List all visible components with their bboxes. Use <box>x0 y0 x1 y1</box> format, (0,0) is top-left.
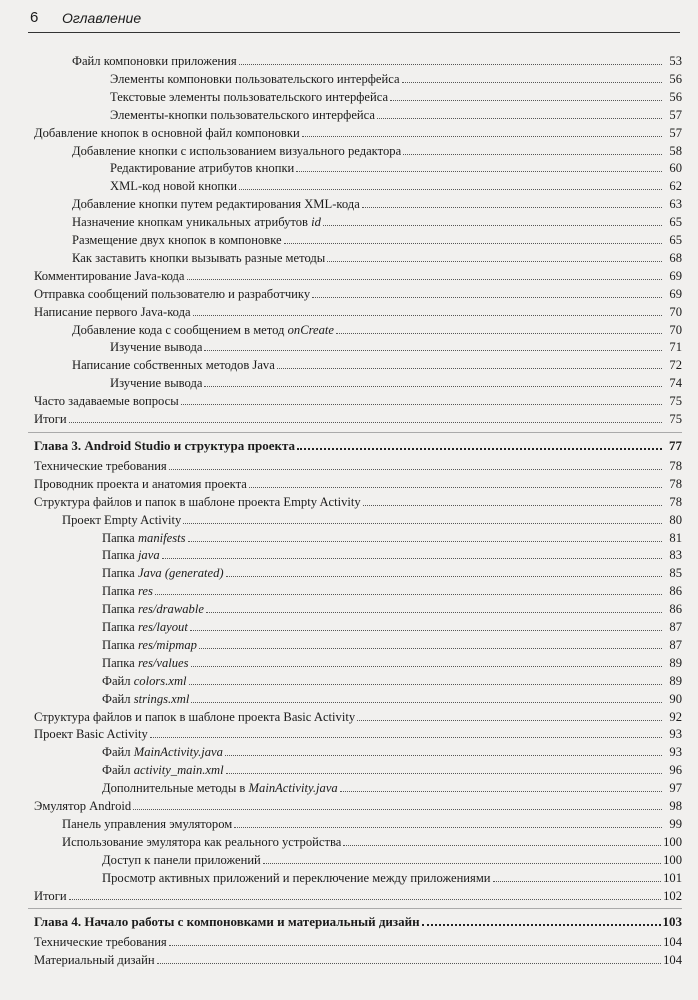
toc-entry-title <box>110 178 237 195</box>
toc-entry <box>34 267 682 284</box>
toc-entry-title <box>34 304 191 321</box>
leader-dots <box>312 285 662 298</box>
toc-page-number: 62 <box>669 179 682 194</box>
leader-dots <box>343 833 661 846</box>
leader-dots <box>69 887 661 900</box>
toc-entry <box>34 457 682 474</box>
toc-entry-text: Проект Empty Activity <box>62 512 182 527</box>
toc-entry-text: Назначение кнопкам уникальных атрибутов <box>72 215 312 230</box>
leader-dots <box>362 195 662 208</box>
toc-entry-title <box>34 268 185 285</box>
leader-dots <box>363 493 662 506</box>
toc-entry <box>102 743 682 760</box>
toc-entry-text: Написание собственных методов Java <box>72 358 275 373</box>
toc-entry <box>102 690 682 707</box>
toc-page-number: 74 <box>669 376 682 391</box>
toc-entry-text: Элементы компоновки пользовательского интерфейса <box>110 71 400 86</box>
toc-entry-title <box>102 870 491 887</box>
toc-entry-title <box>34 934 167 951</box>
toc-entry-text: Папка <box>102 530 138 545</box>
toc-entry-title <box>110 375 202 392</box>
leader-dots <box>190 618 662 631</box>
leader-dots <box>183 511 662 524</box>
toc-entry-text: Дополнительные методы в <box>102 781 249 796</box>
leader-dots <box>390 88 662 101</box>
toc-entry-title <box>102 547 160 564</box>
toc-entry-text: Редактирование атрибутов кнопки <box>110 161 295 176</box>
toc-entry-title <box>62 512 181 529</box>
toc-entry-title <box>34 437 295 454</box>
leader-dots <box>493 869 662 882</box>
leader-dots <box>302 124 662 137</box>
toc-entry-text: Добавление кнопки путем редактирования XML-кода <box>72 197 360 212</box>
toc-entry-italic: manifests <box>137 530 186 545</box>
toc-entry <box>102 546 682 563</box>
chapter-separator <box>28 908 682 909</box>
leader-dots <box>323 213 662 226</box>
toc-page-number: 78 <box>669 494 682 509</box>
toc-entry-title <box>72 53 237 70</box>
leader-dots <box>249 475 662 488</box>
toc-entry-italic: activity_main.xml <box>133 763 224 778</box>
toc-entry <box>62 833 682 850</box>
toc-entry-text: Файл компоновки приложения <box>72 54 237 68</box>
toc-entry <box>72 213 682 230</box>
toc-entry-title <box>110 107 375 124</box>
leader-dots <box>193 303 662 316</box>
leader-dots <box>226 761 662 774</box>
toc-entry-text: Элементы-кнопки пользовательского интерфейса <box>110 107 375 122</box>
toc-page-number: 89 <box>669 655 682 670</box>
toc-entry-italic: res/mipmap <box>137 637 197 652</box>
toc-entry-title <box>110 160 294 177</box>
toc-entry <box>110 374 682 391</box>
chapter-separator <box>28 432 682 433</box>
toc-entry-title <box>72 214 321 231</box>
toc-entry-text: Добавление кода с сообщением в метод <box>72 322 288 337</box>
toc-entry-italic: colors.xml <box>133 673 187 688</box>
toc-page-number: 102 <box>663 888 682 903</box>
toc-page-number: 69 <box>669 286 682 301</box>
leader-dots <box>169 933 661 946</box>
leader-dots <box>357 708 662 721</box>
toc-entry <box>62 815 682 832</box>
toc-entry-italic: res/drawable <box>137 602 204 617</box>
toc-entry <box>102 779 682 796</box>
toc-entry-italic: MainActivity.java <box>133 745 223 760</box>
toc-entry-title <box>34 798 131 815</box>
toc-entry-italic: res/values <box>137 655 189 670</box>
toc-entry-title <box>34 888 67 905</box>
toc-entry-title <box>72 196 360 213</box>
leader-dots <box>239 52 662 65</box>
page-number: 6 <box>30 9 39 26</box>
leader-dots <box>226 564 662 577</box>
toc-entry-italic: id <box>311 215 321 230</box>
toc-entry <box>72 195 682 212</box>
toc-entry-italic: MainActivity.java <box>248 781 338 796</box>
toc-page-number: 78 <box>669 476 682 491</box>
toc-entry-text: Файл <box>102 691 134 706</box>
toc-entry <box>110 106 682 123</box>
leader-dots <box>327 249 662 262</box>
leader-dots <box>188 529 662 542</box>
toc-entry-title <box>34 494 361 511</box>
toc-entry <box>34 410 682 427</box>
toc-page-number: 98 <box>669 799 682 813</box>
toc-entry-title <box>102 565 224 582</box>
toc-page-number: 103 <box>662 914 682 930</box>
toc-page-number: 70 <box>669 322 682 337</box>
toc-page-number: 85 <box>669 566 682 581</box>
toc-entry-italic: java <box>137 548 160 563</box>
toc-entry-text: Папка <box>102 566 138 581</box>
leader-dots <box>239 177 662 190</box>
leader-dots <box>297 436 662 450</box>
leader-dots <box>169 457 662 470</box>
toc-entry <box>102 600 682 617</box>
toc-page-number: 53 <box>669 54 682 68</box>
toc-entry-text: Размещение двух кнопок в компоновке <box>72 233 282 247</box>
toc-page-number: 68 <box>669 250 682 265</box>
leader-dots <box>155 582 662 595</box>
toc-page-number: 89 <box>669 673 682 688</box>
toc-entry-title <box>34 125 300 142</box>
toc-entry-text: Файл <box>102 763 134 778</box>
toc-entry-title <box>34 726 148 743</box>
toc-entry-text: Текстовые элементы пользовательского интерфейса <box>110 89 389 104</box>
page-header <box>28 6 680 33</box>
toc-entry-text: Доступ к панели приложений <box>102 852 261 867</box>
leader-dots <box>263 851 661 864</box>
leader-dots <box>187 267 662 280</box>
header-title: Оглавление <box>62 10 142 26</box>
toc-entry-italic: Java (generated) <box>137 566 224 581</box>
leader-dots <box>284 231 662 244</box>
toc-entry-text: Эмулятор Android <box>34 799 132 813</box>
toc-entry-text: Изучение вывода <box>110 340 203 355</box>
toc-page-number: 75 <box>669 412 682 426</box>
toc-entry-text: Материальный дизайн <box>34 953 155 968</box>
leader-dots <box>277 356 662 369</box>
toc-page-number: 104 <box>663 935 682 950</box>
toc-entry <box>102 672 682 689</box>
toc-entry <box>72 52 682 69</box>
toc-entry-title <box>72 357 275 374</box>
leader-dots <box>191 654 662 667</box>
toc-page-number: 65 <box>669 215 682 230</box>
toc-entry-text: Папка <box>102 602 138 617</box>
toc-entry-text: Глава 3. Android Studio и структура проекта <box>34 437 296 453</box>
toc-entry-text: Технические требования <box>34 935 167 950</box>
toc-entry-title <box>102 601 204 618</box>
toc-entry <box>72 356 682 373</box>
toc-entry-title <box>102 852 261 869</box>
toc-entry <box>34 797 682 814</box>
toc-entry-text: Структура файлов и папок в шаблоне проекта Empty Activity <box>34 494 361 509</box>
toc-entry <box>34 708 682 725</box>
toc-entry-title <box>34 709 355 726</box>
toc-entry-italic: res <box>137 584 153 599</box>
toc-entry-title <box>62 816 232 833</box>
toc-page-number: 99 <box>669 816 682 831</box>
toc-entry <box>34 493 682 510</box>
toc-entry-text: Изучение вывода <box>110 376 203 391</box>
toc-page-number: 104 <box>663 953 682 968</box>
toc-entry <box>34 124 682 141</box>
toc-entry-italic: strings.xml <box>133 691 190 706</box>
toc-page-number: 86 <box>669 602 682 617</box>
toc-entry-title <box>72 143 401 160</box>
toc-page-number: 71 <box>669 340 682 355</box>
toc-entry-title <box>110 339 202 356</box>
toc-entry <box>34 725 682 742</box>
leader-dots <box>181 392 662 405</box>
toc-entry-text: Файл <box>102 745 134 760</box>
toc-entry-title <box>110 71 400 88</box>
toc-entry <box>102 582 682 599</box>
toc-entry <box>34 392 682 409</box>
toc-page-number: 97 <box>669 781 682 796</box>
toc-entry-text: Технические требования <box>34 458 167 473</box>
leader-dots <box>199 636 662 649</box>
toc-entry-title <box>34 286 310 303</box>
toc-entry-title <box>62 834 341 851</box>
toc-entry-text: Комментирование Java-кода <box>34 268 185 283</box>
leader-dots <box>234 815 662 828</box>
toc-chapter-row <box>34 912 682 929</box>
toc-entry-text: Итоги <box>34 412 67 426</box>
leader-dots <box>225 743 662 756</box>
toc-entry <box>102 869 682 886</box>
leader-dots <box>340 779 662 792</box>
toc-entry <box>62 511 682 528</box>
toc-entry-text: Папка <box>102 620 138 634</box>
toc-entry-text: Структура файлов и папок в шаблоне проекта Basic Activity <box>34 709 356 724</box>
leader-dots <box>133 797 662 810</box>
toc-page-number: 75 <box>669 394 682 409</box>
leader-dots <box>402 70 662 83</box>
toc-entry-title <box>72 322 334 339</box>
toc-page-number: 101 <box>663 870 682 885</box>
toc-entry-text: Просмотр активных приложений и переключение между приложениями <box>102 870 491 885</box>
toc-entry <box>102 654 682 671</box>
toc-page-number: 56 <box>669 89 682 104</box>
toc-page-number: 77 <box>669 437 682 453</box>
toc-entry-title <box>102 637 197 654</box>
toc-entry <box>34 285 682 302</box>
toc-entry-title <box>102 583 153 600</box>
leader-dots <box>191 690 662 703</box>
toc-entry-text: Написание первого Java-кода <box>34 304 191 319</box>
toc-entry <box>34 887 682 904</box>
toc-entry <box>102 618 682 635</box>
toc-page-number: 87 <box>669 637 682 652</box>
toc-entry-title <box>102 530 186 547</box>
toc-entry <box>110 159 682 176</box>
leader-dots <box>206 600 662 613</box>
toc-entry-text: XML-код новой кнопки <box>110 179 237 194</box>
leader-dots <box>403 142 662 155</box>
toc-page-number: 100 <box>663 834 682 849</box>
toc-page-number: 57 <box>669 107 682 122</box>
toc-entry <box>34 933 682 950</box>
toc-entry <box>72 231 682 248</box>
toc-page-number: 57 <box>669 125 682 140</box>
toc-page-number: 93 <box>669 727 682 742</box>
toc-entry-title <box>102 762 224 779</box>
toc-entry-text: Добавление кнопок в основной файл компоновки <box>34 125 300 140</box>
toc-entry-title <box>34 458 167 475</box>
toc-entry-italic: res/layout <box>137 620 188 634</box>
toc-page-number: 81 <box>669 530 682 545</box>
toc-entry <box>102 529 682 546</box>
toc-page-number: 90 <box>669 691 682 706</box>
toc-entry-title <box>102 780 338 797</box>
toc-page-number: 83 <box>669 548 682 563</box>
toc-entry <box>110 70 682 87</box>
toc-page-number: 58 <box>669 143 682 158</box>
toc-entry <box>72 321 682 338</box>
toc-entry-text: Панель управления эмулятором <box>62 816 233 831</box>
toc-entry <box>110 88 682 105</box>
toc-entry-text: Часто задаваемые вопросы <box>34 394 179 409</box>
toc-page-number: 78 <box>669 458 682 473</box>
leader-dots <box>69 410 662 423</box>
toc-entry-text: Папка <box>102 584 138 599</box>
leader-dots <box>189 672 662 685</box>
toc-entry-title <box>34 952 155 969</box>
leader-dots <box>204 338 662 351</box>
leader-dots <box>422 912 661 926</box>
toc-page-number: 56 <box>669 71 682 86</box>
toc-entry-text: Добавление кнопки с использованием визуального редактора <box>72 143 402 158</box>
leader-dots <box>162 546 662 559</box>
toc-entry-text: Как заставить кнопки вызывать разные методы <box>72 250 326 265</box>
toc-page-number: 72 <box>669 358 682 373</box>
toc-entry-text: Глава 4. Начало работы с компоновками и материальный дизайн <box>34 914 420 930</box>
toc-entry-title <box>102 691 189 708</box>
toc-page-number: 63 <box>669 197 682 212</box>
toc-entry <box>102 636 682 653</box>
toc-entry <box>34 951 682 968</box>
toc-page-number: 86 <box>669 584 682 599</box>
toc-page-number: 100 <box>663 852 682 867</box>
toc-entry <box>102 851 682 868</box>
toc-entry-text: Папка <box>102 548 138 563</box>
toc-entry-text: Итоги <box>34 888 67 903</box>
toc-page-number: 96 <box>669 763 682 778</box>
toc-page-number: 87 <box>669 620 682 634</box>
toc-entry-italic: onCreate <box>287 322 335 337</box>
toc-page-number: 92 <box>669 709 682 724</box>
toc-entry-text: Использование эмулятора как реального устройства <box>62 834 342 849</box>
toc-entry-title <box>102 744 223 761</box>
toc-entry-title <box>102 619 188 636</box>
toc-entry-title <box>34 913 420 930</box>
toc-entry <box>34 475 682 492</box>
toc-entry-title <box>102 673 187 690</box>
leader-dots <box>157 951 662 964</box>
toc-page-number: 65 <box>669 233 682 247</box>
toc-page-number: 70 <box>669 304 682 319</box>
leader-dots <box>336 321 662 334</box>
toc-page-number: 69 <box>669 268 682 283</box>
toc-entry-text: Отправка сообщений пользователю и разработчику <box>34 286 311 301</box>
toc-entry-title <box>110 89 388 106</box>
toc-page-number: 60 <box>669 161 682 176</box>
toc-entry-title <box>34 393 179 410</box>
toc-entry-text: Проект Basic Activity <box>34 727 148 742</box>
leader-dots <box>204 374 662 387</box>
toc-entry-title <box>34 476 247 493</box>
toc-entry-text: Папка <box>102 637 138 652</box>
toc-entry-title <box>102 655 189 672</box>
toc-entry-title <box>34 411 67 428</box>
toc-entry <box>110 338 682 355</box>
toc-entry-text: Файл <box>102 673 134 688</box>
toc-entry-title <box>72 232 282 249</box>
leader-dots <box>377 106 662 119</box>
toc-entry-title <box>72 250 325 267</box>
toc-page-number: 80 <box>669 512 682 527</box>
toc-entry <box>34 303 682 320</box>
toc-entry <box>102 564 682 581</box>
toc-entry-text: Проводник проекта и анатомия проекта <box>34 476 247 491</box>
toc-page-number: 93 <box>669 745 682 760</box>
toc-entry <box>72 142 682 159</box>
toc-entry <box>102 761 682 778</box>
toc-entry-text: Папка <box>102 655 138 670</box>
toc-entry <box>72 249 682 266</box>
leader-dots <box>150 725 662 738</box>
toc-entry <box>110 177 682 194</box>
leader-dots <box>296 159 662 172</box>
toc-chapter-row <box>34 436 682 453</box>
